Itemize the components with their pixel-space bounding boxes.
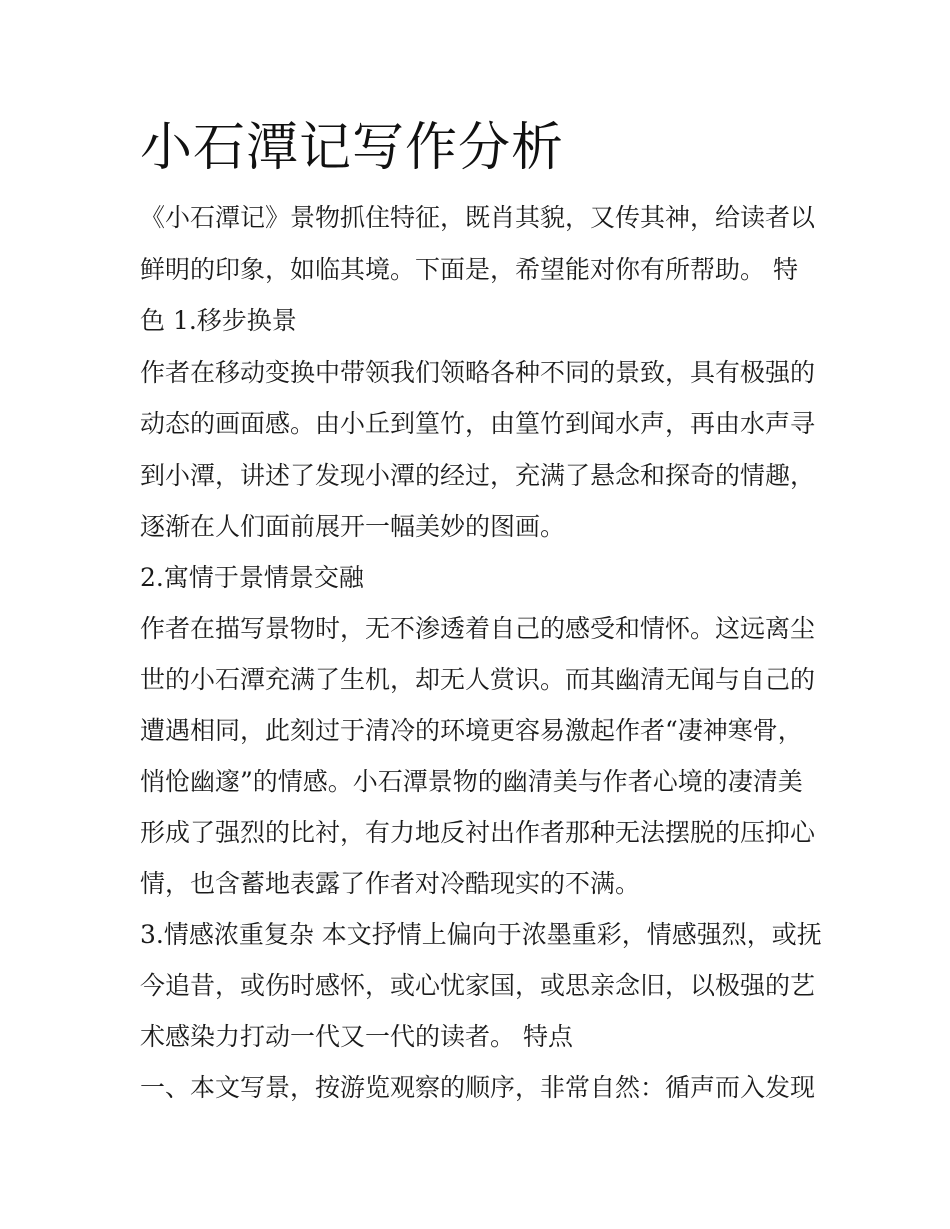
body-line-3: 色 1.移步换景 [140,306,297,335]
body-line-16: 今追昔，或伤时感怀，或心忧家国，或思亲念旧，以极强的艺 [140,971,816,1000]
body-line-13: 形成了强烈的比衬，有力地反衬出作者那种无法摆脱的压抑心 [140,818,816,847]
body-line-15: 3.情感浓重复杂 本文抒情上偏向于浓墨重彩，情感强烈，或抚 [140,920,822,949]
body-line-2: 鲜明的印象，如临其境。下面是，希望能对你有所帮助。 特 [140,255,798,284]
body-line-12: 悄怆幽邃”的情感。小石潭景物的幽清美与作者心境的凄清美 [140,767,803,796]
body-line-11: 遭遇相同，此刻过于清冷的环境更容易激起作者“凄神寒骨， [140,716,803,745]
body-line-9: 作者在描写景物时，无不渗透着自己的感受和情怀。这远离尘 [140,614,816,643]
body-line-8: 2.寓情于景情景交融 [140,563,364,592]
body-line-4: 作者在移动变换中带领我们领略各种不同的景致，具有极强的 [140,358,816,387]
body-line-10: 世的小石潭充满了生机，却无人赏识。而其幽清无闻与自己的 [140,665,816,694]
body-line-5: 动态的画面感。由小丘到篁竹，由篁竹到闻水声，再由水声寻 [140,409,816,438]
body-line-18: 一、本文写景，按游览观察的顺序，非常自然：循声而入发现 [140,1073,816,1102]
body-line-7: 逐渐在人们面前展开一幅美妙的图画。 [140,512,566,541]
body-line-6: 到小潭，讲述了发现小潭的经过，充满了悬念和探奇的情趣， [140,461,816,490]
body-line-14: 情，也含蓄地表露了作者对冷酷现实的不满。 [140,869,641,898]
body-line-1: 《小石潭记》景物抓住特征，既肖其貌，又传其神，给读者以 [140,203,816,232]
page-title: 小石潭记写作分析 [140,118,565,178]
body-line-17: 术感染力打动一代又一代的读者。 特点 [140,1022,573,1051]
